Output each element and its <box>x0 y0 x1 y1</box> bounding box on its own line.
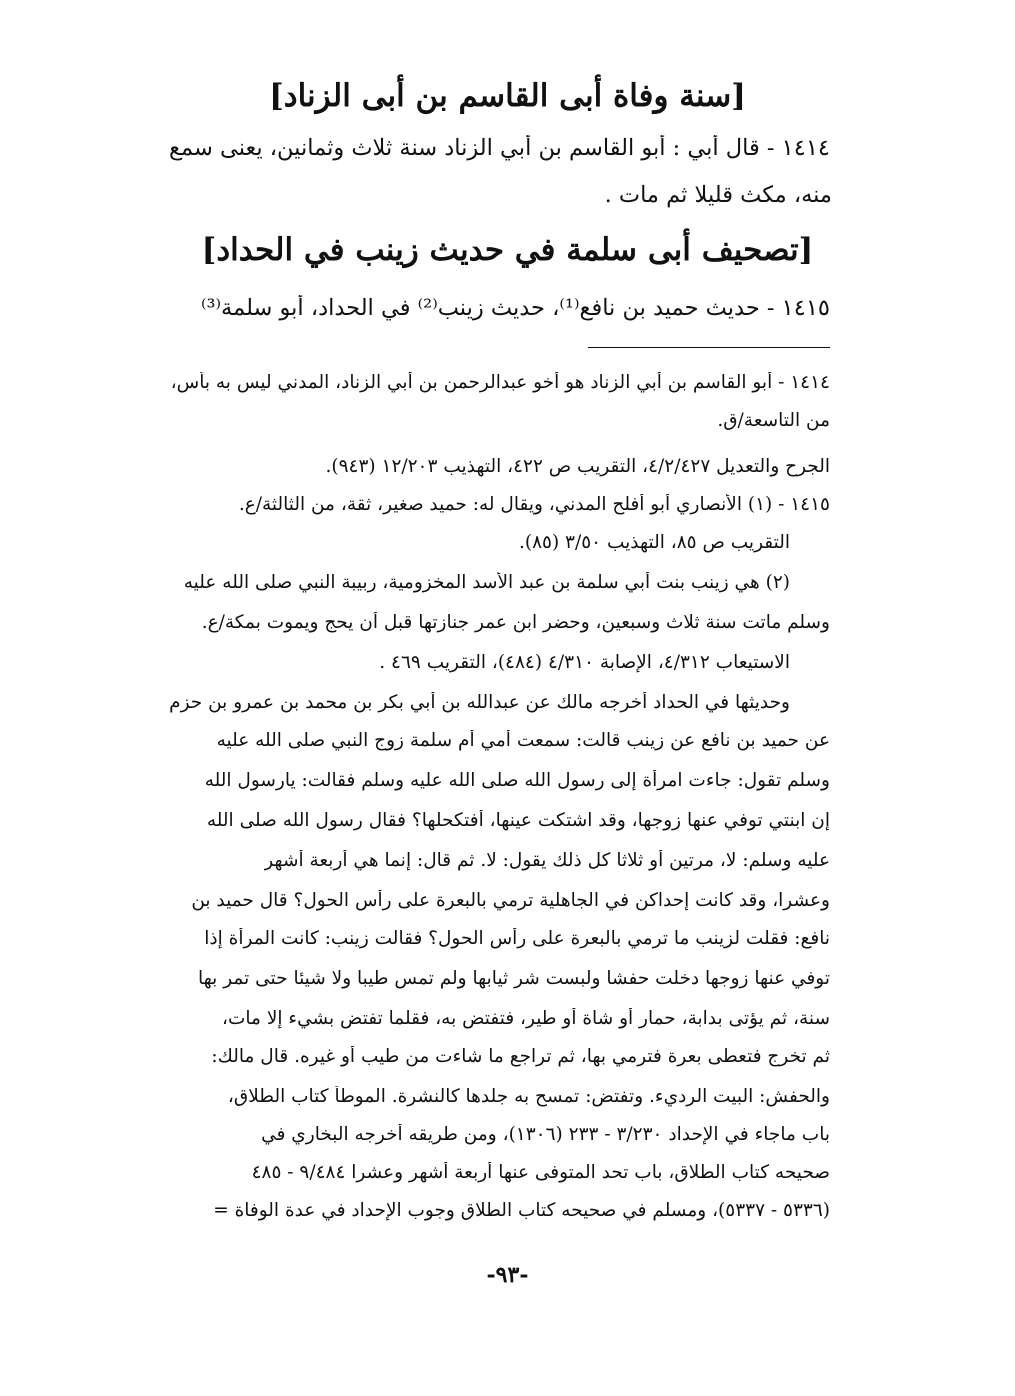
main-text-line-2: منه، مكث قليلا ثم مات . <box>604 182 832 208</box>
footnote-line: صحيحه كتاب الطلاق، باب تحد المتوفى عنها أربعة أشهر وعشرا ٩/٤٨٤ - ٤٨٥ <box>251 1162 830 1183</box>
footnote-line: التقريب ص ٨٥، التهذيب ٣/٥٠ (٨٥). <box>518 532 790 553</box>
footnote-line: وحديثها في الحداد أخرجه مالك عن عبدالله بن أبي بكر بن محمد بن عمرو بن حزم <box>169 692 790 713</box>
footnote-line: والحفش: البيت الرديء. وتفتض: تمسح به جلدها كالنشرة. الموطأ كتاب الطلاق، <box>227 1086 830 1107</box>
footnote-line: سنة، ثم يؤتى بدابة، حمار أو شاة أو طير، فتفتض به، فقلما تفتض بشيء إلا مات، <box>222 1008 830 1029</box>
page-number: -٩٣- <box>486 1262 529 1288</box>
main-text-line-3: ١٤١٥ - حديث حميد بن نافع⁽¹⁾، حديث زينب⁽²⁾ في الحداد، أبو سلمة⁽³⁾ <box>200 295 830 321</box>
footnote-line: ١٤١٤ - أبو القاسم بن أبي الزناد هو أخو عبدالرحمن بن أبي الزناد، المدني ليس به بأس، <box>170 372 830 393</box>
footnote-line: إن ابنتي توفي عنها زوجها، وقد اشتكت عينها، أفتكحلها؟ فقال رسول الله صلى الله <box>206 810 830 831</box>
footnote-line: ١٤١٥ - (١) الأنصاري أبو أفلح المدني، ويقال له: حميد صغير، ثقة، من الثالثة/ع. <box>238 494 830 515</box>
footnote-line: عليه وسلم: لا، مرتين أو ثلاثا كل ذلك يقول: لا. ثم قال: إنما هي أربعة أشهر <box>264 850 830 871</box>
footnote-line: وسلم ماتت سنة ثلاث وسبعين، وحضر ابن عمر جنازتها قبل أن يحج ويموت بمكة/ع. <box>201 612 830 633</box>
footnote-line: (٢) هي زينب بنت أبي سلمة بن عبد الأسد المخزومية، ربيبة النبي صلى الله عليه <box>183 572 790 593</box>
main-text-line-1: ١٤١٤ - قال أبي : أبو القاسم بن أبي الزناد سنة ثلاث وثمانين، يعنى سمع <box>168 135 830 161</box>
footnote-line: نافع: فقلت لزينب ما ترمي بالبعرة على رأس الحول؟ فقالت زينب: كانت المرأة إذا <box>204 928 830 949</box>
footnote-line: من التاسعة/ق. <box>717 410 830 431</box>
footnote-separator <box>588 347 830 348</box>
section-heading-1: [سنة وفاة أبى القاسم بن أبى الزناد] <box>269 78 746 114</box>
section-heading-2: [تصحيف أبى سلمة في حديث زينب في الحداد] <box>201 232 814 268</box>
footnote-line: الاستيعاب ٤/٣١٢، الإصابة ٤/٣١٠ (٤٨٤)، التقريب ٤٦٩ . <box>379 652 790 673</box>
footnote-line: ثم تخرج فتعطى بعرة فترمي بها، ثم تراجع ما شاءت من طيب أو غيره. قال مالك: <box>211 1046 830 1067</box>
footnote-line: وسلم تقول: جاءت امرأة إلى رسول الله صلى الله عليه وسلم فقالت: يارسول الله <box>204 770 830 791</box>
footnote-line: وعشرا، وقد كانت إحداكن في الجاهلية ترمي بالبعرة على رأس الحول؟ قال حميد بن <box>191 890 830 911</box>
footnote-line: عن حميد بن نافع عن زينب قالت: سمعت أمي أم سلمة زوج النبي صلى الله عليه <box>216 730 830 751</box>
footnote-line: باب ماجاء في الإحداد ٣/٢٣٠ - ٢٣٣ (١٣٠٦)، ومن طريقه أخرجه البخاري في <box>261 1124 830 1145</box>
footnote-line: الجرح والتعديل ٤/٢/٤٢٧، التقريب ص ٤٢٢، التهذيب ١٢/٢٠٣ (٩٤٣). <box>325 456 830 477</box>
footnote-line: توفي عنها زوجها دخلت حفشا ولبست شر ثيابها ولم تمس طيبا ولا شيئا حتى تمر بها <box>198 968 830 989</box>
footnote-line: (٥٣٣٦ - ٥٣٣٧)، ومسلم في صحيحه كتاب الطلاق وجوب الإحداد في عدة الوفاة = <box>213 1200 830 1221</box>
